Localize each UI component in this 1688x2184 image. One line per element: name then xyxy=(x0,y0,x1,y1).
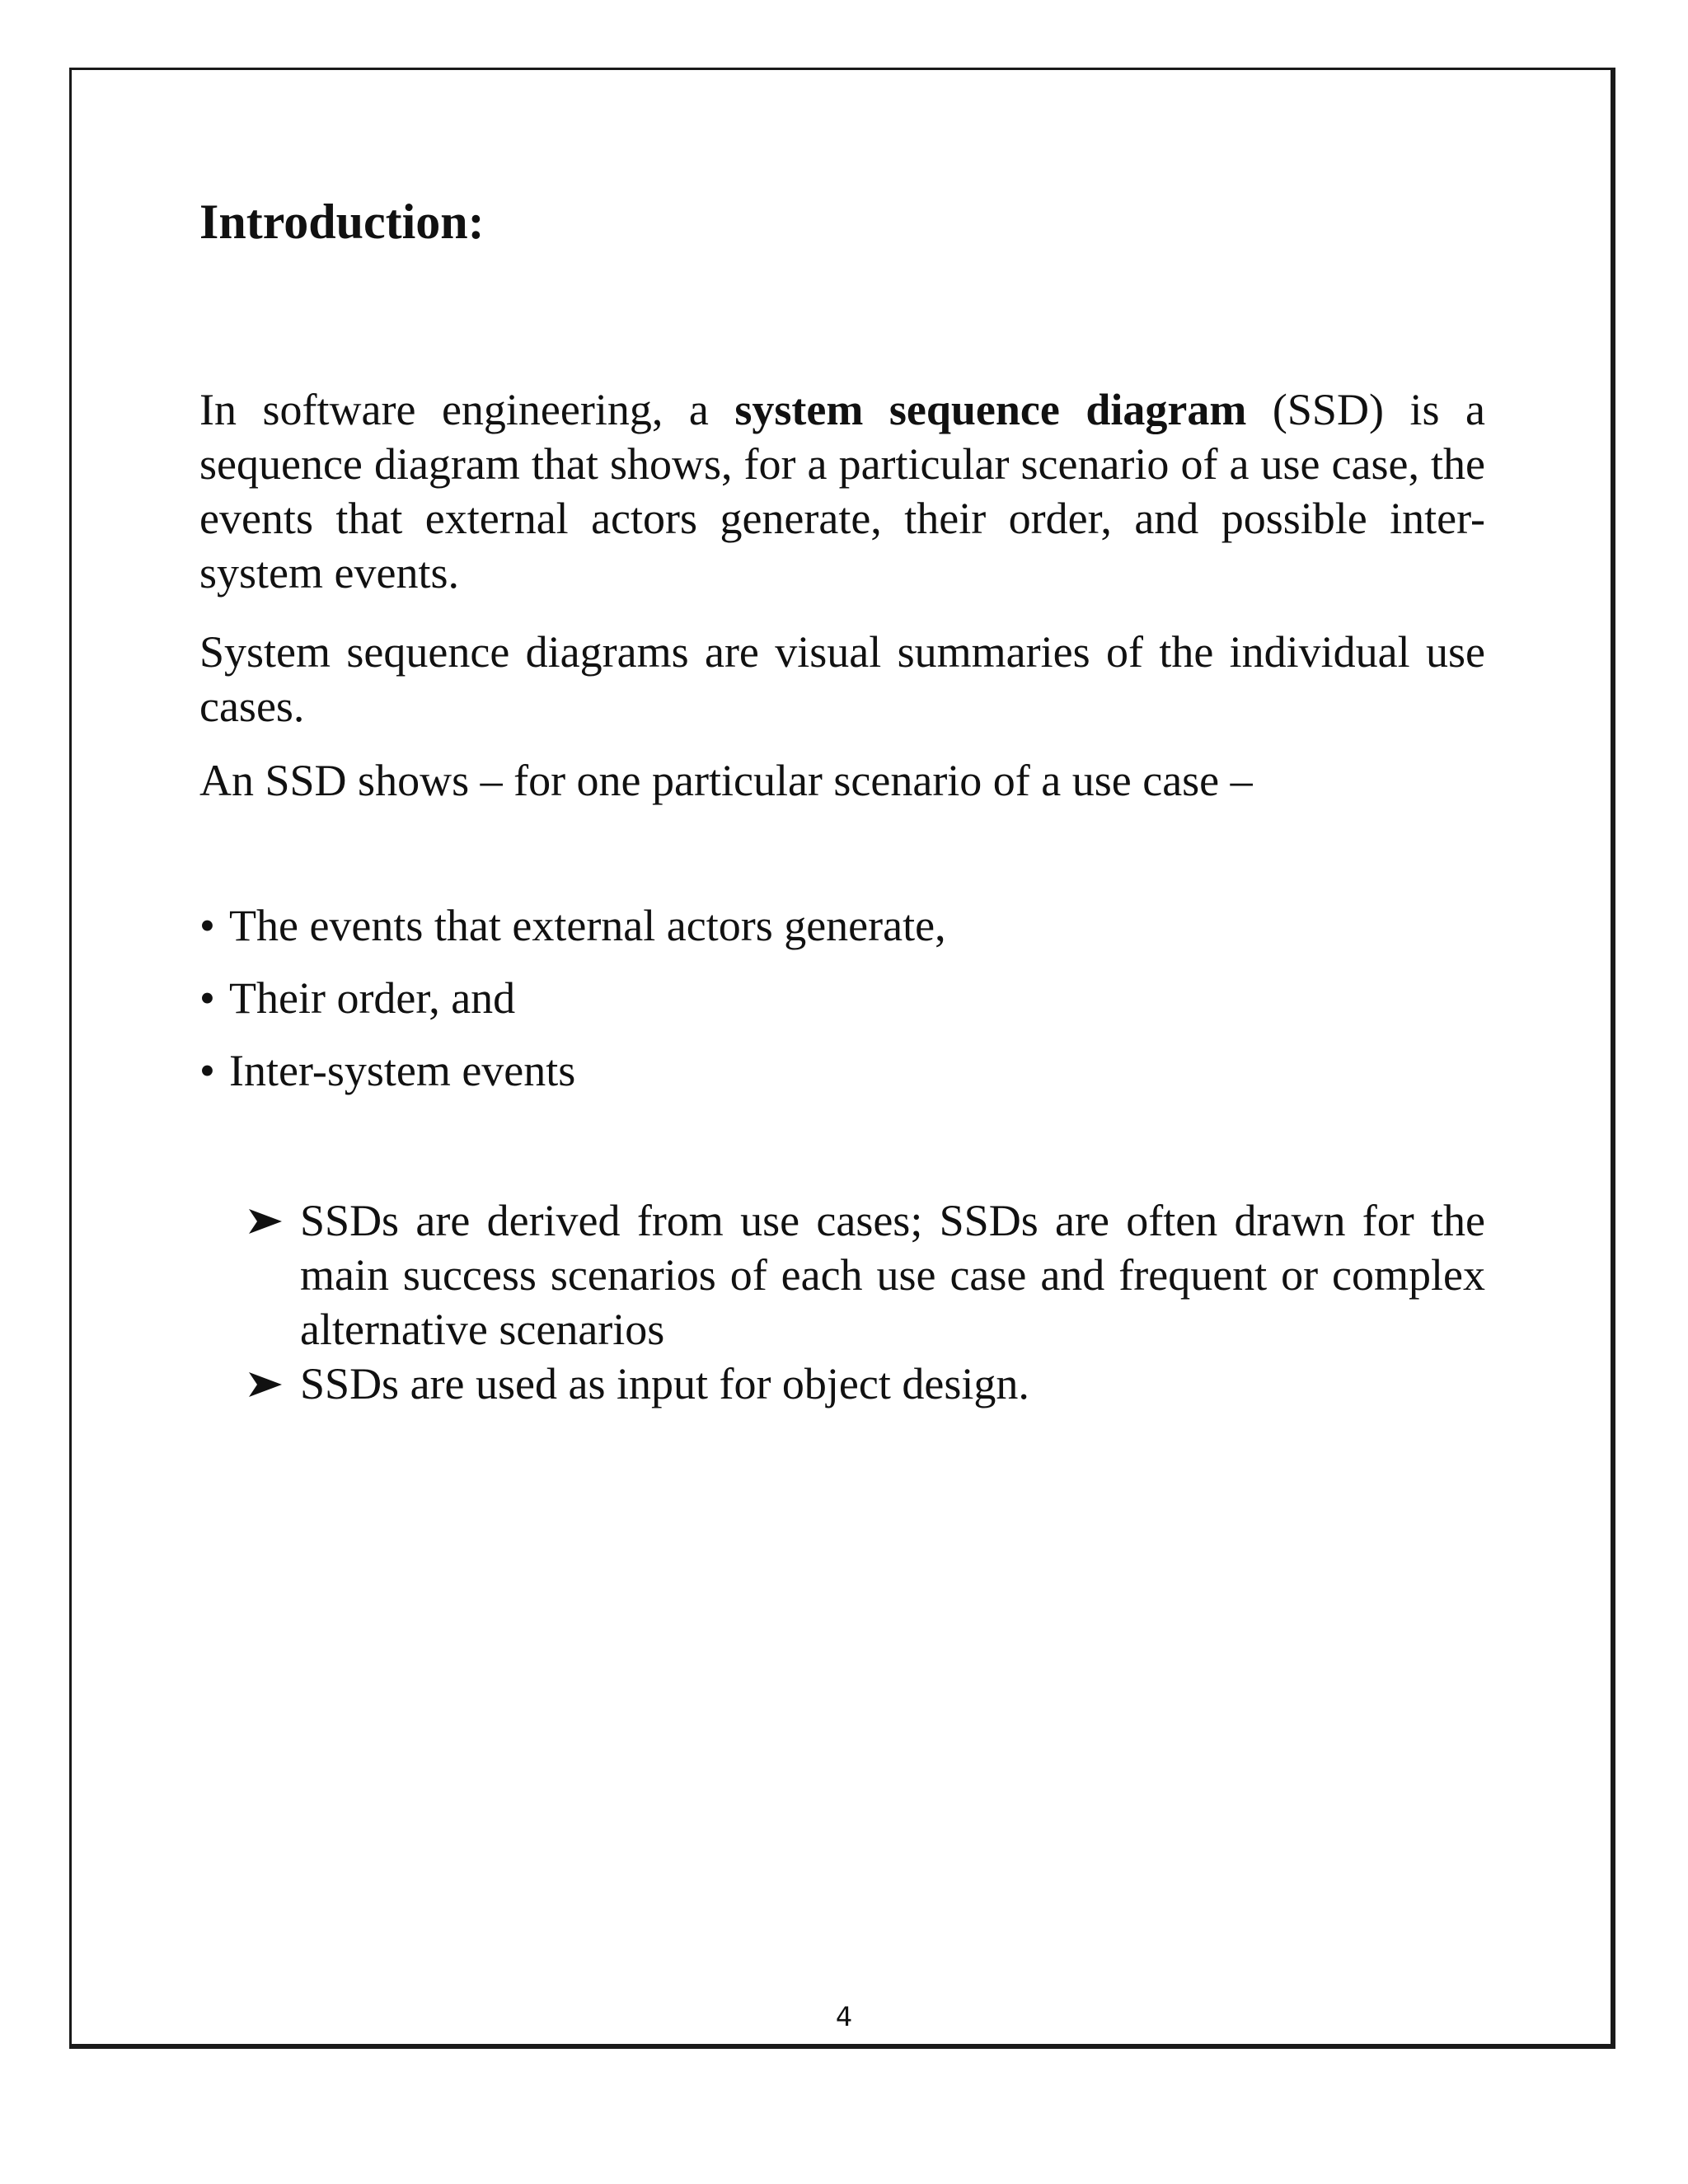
list-item xyxy=(199,971,946,1043)
arrowhead-bullet-icon xyxy=(249,1372,282,1397)
arrowhead-bullet-icon xyxy=(249,1209,282,1234)
intro-lead: In software engineering, a xyxy=(199,385,709,434)
list-item-text: Inter-system events xyxy=(229,1046,576,1095)
list-item xyxy=(199,1043,946,1116)
intro-term: system sequence diagram xyxy=(734,385,1247,434)
bullet-icon: • xyxy=(199,973,215,1023)
list-item-text: The events that external actors generate, xyxy=(229,901,946,950)
list-item-text: SSDs are derived from use cases; SSDs are often drawn for the main success scenarios of each use case and frequent or complex alternative scenarios xyxy=(300,1196,1485,1354)
list-item xyxy=(249,1357,1485,1411)
bullet-list xyxy=(199,898,946,1116)
list-item xyxy=(199,898,946,971)
list-item xyxy=(249,1193,1485,1357)
intro-paragraph xyxy=(199,382,1485,600)
page-number: 4 xyxy=(835,2001,853,2032)
list-item-text: Their order, and xyxy=(229,973,516,1023)
shows-intro-paragraph: An SSD shows – for one particular scenario of a use case – xyxy=(199,756,1253,805)
bullet-icon: • xyxy=(199,1046,215,1095)
list-item-text: SSDs are used as input for object design. xyxy=(300,1359,1029,1408)
summary-paragraph: System sequence diagrams are visual summaries of the individual use cases. xyxy=(199,627,1485,731)
section-heading: Introduction: xyxy=(199,194,485,249)
intro-rest: (SSD) is a sequence diagram that shows, for a particular scenario of a use case, the events that external actors generate, their order, and possible inter-system events. xyxy=(199,385,1485,598)
bullet-icon: • xyxy=(199,901,215,950)
arrow-list xyxy=(249,1193,1485,1411)
